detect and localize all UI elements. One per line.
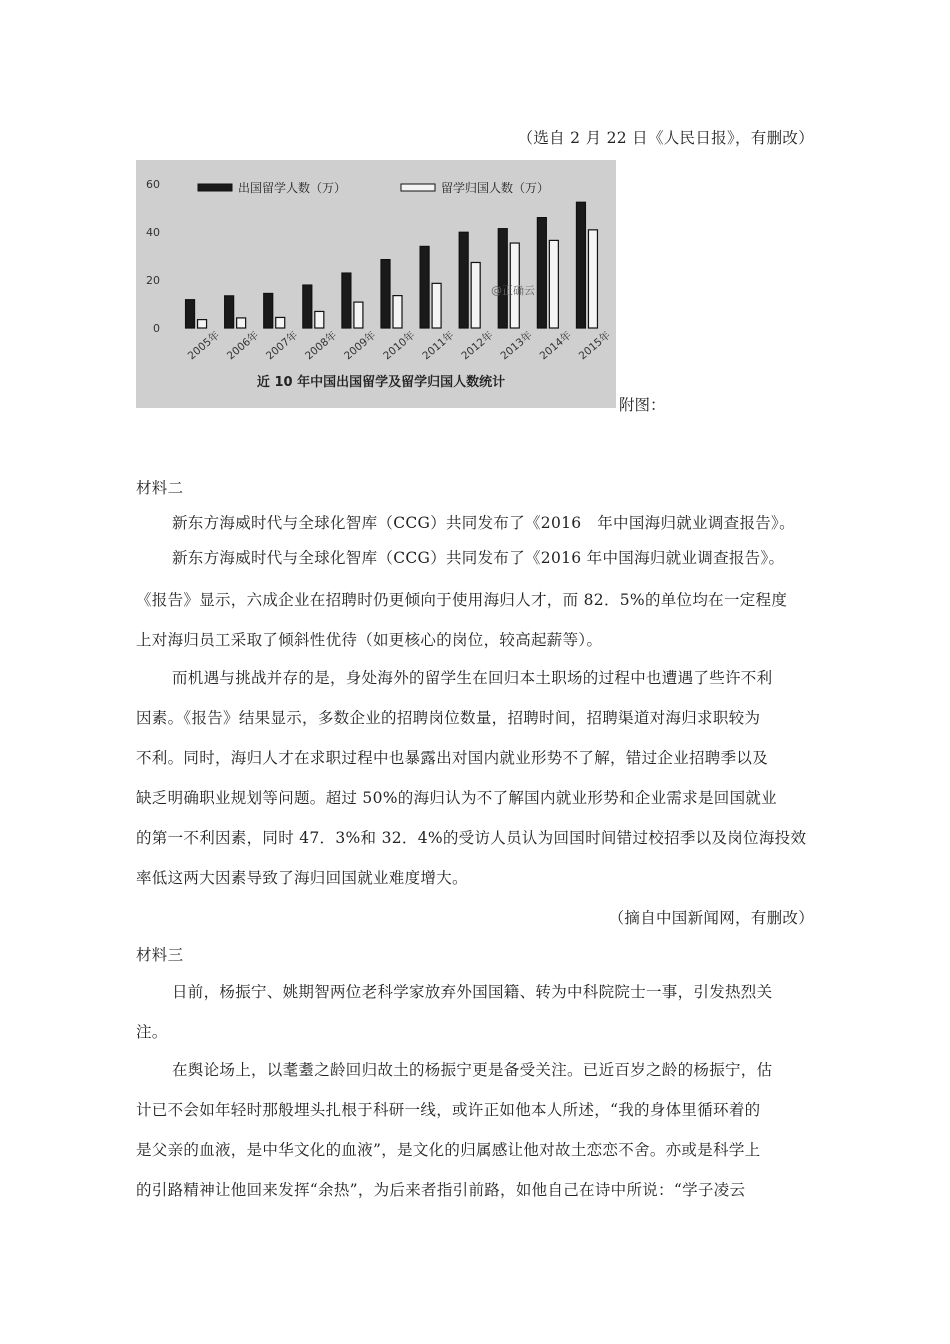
paragraph-line: 的第一不利因素，同时 47．3%和 32．4%的受访人员认为回国时间错过校招季以及岗位海投效 <box>136 829 807 847</box>
paragraph-line: 因素。《报告》结果显示，多数企业的招聘岗位数量，招聘时间，招聘渠道对海归求职较为 <box>136 709 761 727</box>
bar <box>459 232 468 328</box>
bar <box>537 218 546 328</box>
bar <box>432 283 441 328</box>
x-tick-label: 2006年 <box>224 329 262 363</box>
bar <box>576 202 585 328</box>
source-note: （摘自中国新闻网，有删改） <box>608 909 814 927</box>
x-tick-label: 2009年 <box>342 329 379 363</box>
bar <box>381 260 390 328</box>
bar <box>498 229 507 328</box>
legend-label: 留学归国人数（万） <box>441 181 550 195</box>
paragraph-line: 缺乏明确职业规划等问题。超过 50%的海归认为不了解国内就业形势和企业需求是回国就业 <box>136 789 777 807</box>
paragraph-line: 新东方海威时代与全球化智库（CCG）共同发布了《2016 年中国海归就业调查报告》。 <box>172 514 795 532</box>
paragraph-line: 的引路精神让他回来发挥“余热”，为后来者指引前路，如他自己在诗中所说：“学子凌云 <box>136 1181 746 1199</box>
x-tick-label: 2014年 <box>537 329 574 363</box>
bar <box>393 296 402 328</box>
bar <box>225 296 234 328</box>
bar-chart <box>136 160 616 408</box>
bar <box>549 240 558 328</box>
paragraph-line: 上对海归员工采取了倾斜性优待（如更核心的岗位，较高起薪等）。 <box>136 631 603 649</box>
bar <box>237 318 246 328</box>
x-tick-label: 2015年 <box>576 329 613 363</box>
legend-swatch <box>401 184 435 191</box>
paragraph-line: 注。 <box>136 1023 168 1041</box>
paragraph-line: 日前，杨振宁、姚期智两位老科学家放弃外国国籍、转为中科院院士一事，引发热烈关 <box>172 983 773 1001</box>
source-note-top: （选自 2 月 22 日《人民日报》，有删改） <box>517 129 814 147</box>
paragraph-line: 在舆论场上，以耄耋之龄回归故土的杨振宁更是备受关注。已近百岁之龄的杨振宁，估 <box>172 1061 773 1079</box>
bar <box>198 320 207 328</box>
paragraph-line: 《报告》显示，六成企业在招聘时仍更倾向于使用海归人才，而 82．5%的单位均在一定程度 <box>136 591 788 609</box>
bar <box>342 273 351 328</box>
paragraph-line: 新东方海威时代与全球化智库（CCG）共同发布了《2016 年中国海归就业调查报告》。 <box>172 549 785 567</box>
bar <box>588 230 597 328</box>
paragraph-line: 而机遇与挑战并存的是，身处海外的留学生在回归本土职场的过程中也遭遇了些许不利 <box>172 669 773 687</box>
section-heading-3: 材料三 <box>136 946 184 964</box>
section-heading-2: 材料二 <box>136 479 184 497</box>
bar <box>354 302 363 328</box>
paragraph-line: 计已不会如年轻时那般埋头扎根于科研一线，或许正如他本人所述，“我的身体里循环着的 <box>136 1101 761 1119</box>
watermark-text: @正确云 <box>491 284 535 297</box>
x-tick-label: 2008年 <box>303 329 340 363</box>
bar <box>264 293 273 328</box>
y-tick-label: 60 <box>146 178 160 191</box>
x-tick-label: 2011年 <box>420 329 457 363</box>
paragraph-line: 率低这两大因素导致了海归回国就业难度增大。 <box>136 869 468 887</box>
legend-label: 出国留学人数（万） <box>238 181 347 195</box>
bar <box>303 285 312 328</box>
y-tick-label: 20 <box>146 274 160 287</box>
legend-swatch <box>198 184 232 191</box>
y-tick-label: 0 <box>153 322 160 335</box>
bar <box>186 300 195 328</box>
x-tick-label: 2005年 <box>185 329 222 363</box>
y-tick-label: 40 <box>146 226 160 239</box>
chart-figure <box>136 160 616 408</box>
bar <box>420 246 429 328</box>
bar <box>471 262 480 328</box>
chart-title: 近 10 年中国出国留学及留学归国人数统计 <box>256 375 506 390</box>
paragraph-line: 是父亲的血液，是中华文化的血液”，是文化的归属感让他对故土恋恋不舍。亦或是科学上 <box>136 1141 761 1159</box>
x-tick-label: 2010年 <box>381 329 418 363</box>
paragraph-line: 不利。同时，海归人才在求职过程中也暴露出对国内就业形势不了解，错过企业招聘季以及 <box>136 749 769 767</box>
bar <box>315 311 324 328</box>
x-tick-label: 2012年 <box>459 329 496 363</box>
bar <box>276 317 285 328</box>
x-tick-label: 2013年 <box>498 329 535 363</box>
x-tick-label: 2007年 <box>263 329 301 363</box>
figure-caption: 附图： <box>619 396 666 414</box>
